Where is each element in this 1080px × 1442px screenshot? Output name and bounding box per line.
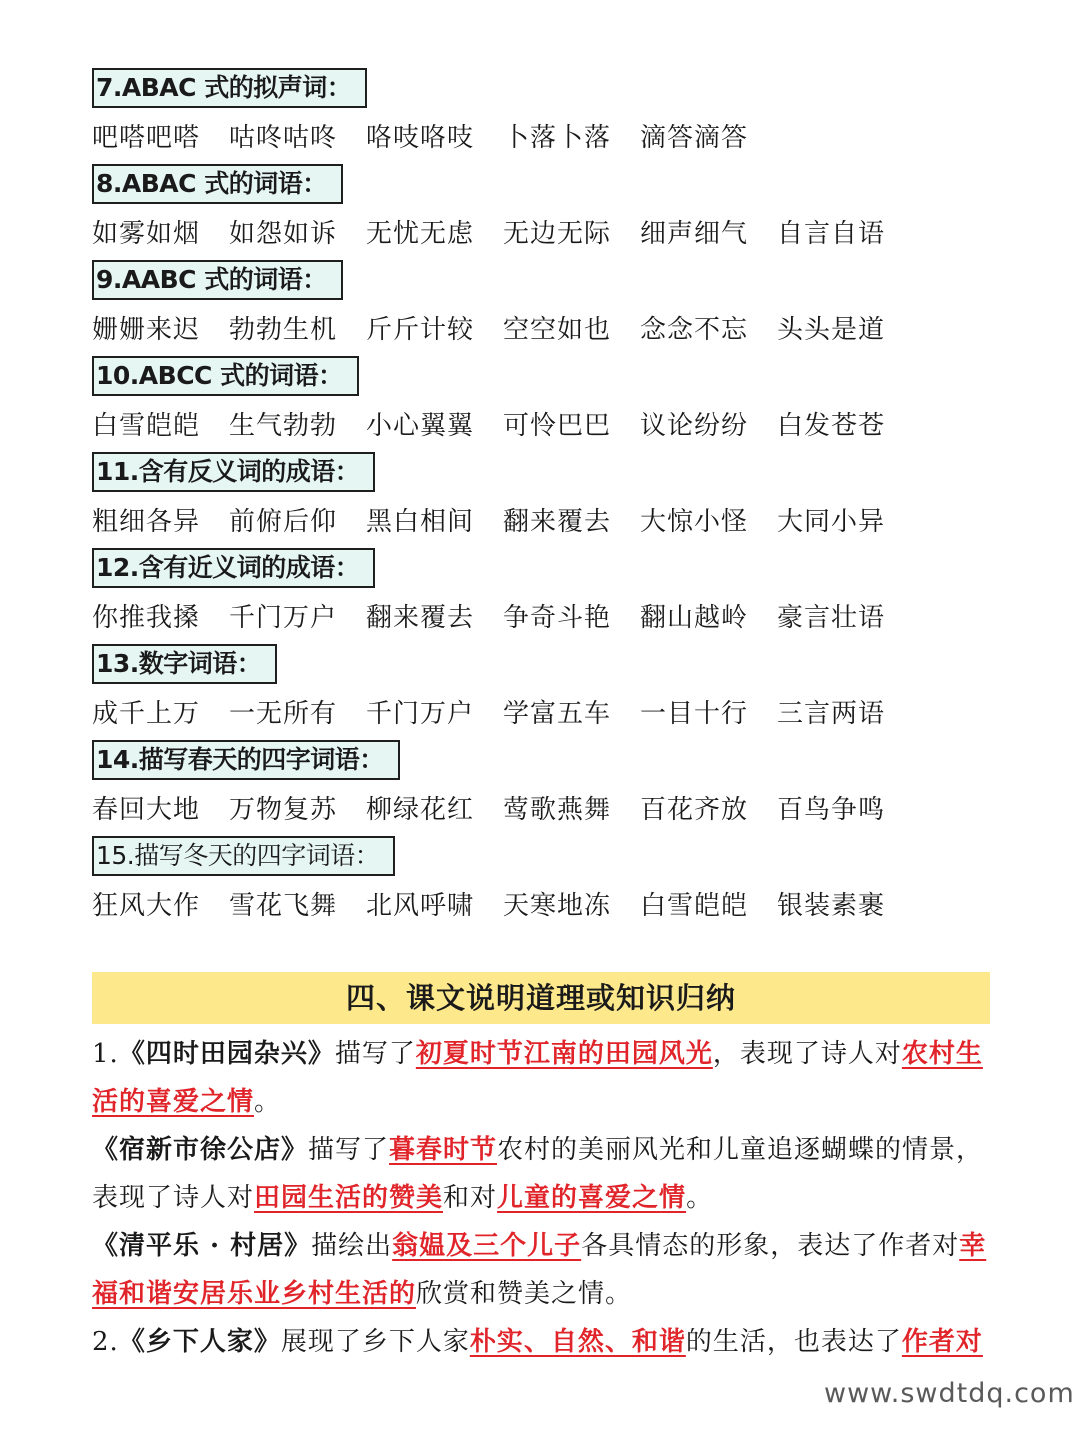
- word: 姗姗来迟: [92, 315, 201, 345]
- word: 黑白相间: [366, 507, 475, 537]
- word: 豪言壮语: [777, 603, 886, 633]
- highlight-text: 田园生活的赞美: [254, 1183, 444, 1213]
- word: 翻山越岭: [640, 603, 749, 633]
- para-text: 展现了乡下人家: [280, 1327, 470, 1357]
- word-row: [92, 406, 914, 446]
- section-11: [92, 452, 992, 548]
- word-row: [92, 118, 777, 158]
- word: 卜落卜落: [503, 123, 612, 153]
- word: 如雾如烟: [92, 219, 201, 249]
- word: 北风呼啸: [366, 891, 475, 921]
- word: 粗细各异: [92, 507, 201, 537]
- word-row: [92, 790, 914, 830]
- word: 念念不忘: [640, 315, 749, 345]
- paragraph-4: [92, 1318, 992, 1366]
- para-text: 欣赏和赞美之情。: [416, 1279, 633, 1309]
- word: 春回大地: [92, 795, 201, 825]
- highlight-text: 作者对: [901, 1327, 983, 1357]
- section-13: [92, 644, 992, 740]
- word: 狂风大作: [92, 891, 201, 921]
- word: 细声细气: [640, 219, 749, 249]
- word: 白发苍苍: [777, 411, 886, 441]
- word: 吧嗒吧嗒: [92, 123, 201, 153]
- word: 小心翼翼: [366, 411, 475, 441]
- para-text: ，表现了诗人对: [712, 1039, 902, 1069]
- para-text: 描绘出: [311, 1231, 393, 1261]
- word-row: [92, 886, 914, 926]
- word: 莺歌燕舞: [503, 795, 612, 825]
- word: 空空如也: [503, 315, 612, 345]
- summary-paragraphs: [92, 1030, 992, 1366]
- word: 勃勃生机: [229, 315, 338, 345]
- para-text: 描写了: [308, 1135, 390, 1165]
- para-text: 描写了: [334, 1039, 416, 1069]
- word: 无边无际: [503, 219, 612, 249]
- word: 滴答滴答: [640, 123, 749, 153]
- poem-title: 《四时田园杂兴》: [118, 1039, 335, 1069]
- poem-title: 《宿新市徐公店》: [92, 1135, 309, 1165]
- highlight-text: 朴实、自然、和谐: [469, 1327, 686, 1357]
- section-title: 9.AABC 式的词语：: [92, 260, 343, 300]
- word: 翻来覆去: [503, 507, 612, 537]
- highlight-text: 初夏时节江南的田园风光: [415, 1039, 713, 1069]
- section-12: [92, 548, 992, 644]
- word: 头头是道: [777, 315, 886, 345]
- word-row: [92, 310, 914, 350]
- word: 自言自语: [777, 219, 886, 249]
- word: 百鸟争鸣: [777, 795, 886, 825]
- word: 翻来覆去: [366, 603, 475, 633]
- word: 天寒地冻: [503, 891, 612, 921]
- section-10: [92, 356, 992, 452]
- section-title: 10.ABCC 式的词语：: [92, 356, 359, 396]
- para-text: 。: [254, 1087, 282, 1117]
- word: 议论纷纷: [640, 411, 749, 441]
- section-title: 15.描写冬天的四字词语：: [92, 836, 395, 876]
- highlight-text: 农村生活的喜爱之情: [92, 1039, 983, 1117]
- word: 学富五车: [503, 699, 612, 729]
- word-row: [92, 214, 914, 254]
- word: 雪花飞舞: [229, 891, 338, 921]
- poem-title: 《清平乐 · 村居》: [92, 1231, 312, 1261]
- word: 一无所有: [229, 699, 338, 729]
- poem-title: 《乡下人家》: [118, 1327, 281, 1357]
- para-prefix: 1.: [92, 1039, 119, 1069]
- word-row: [92, 502, 914, 542]
- highlight-text: 儿童的喜爱之情: [497, 1183, 687, 1213]
- word: 银装素裹: [777, 891, 886, 921]
- word: 斤斤计较: [366, 315, 475, 345]
- word: 一目十行: [640, 699, 749, 729]
- section-title: 11.含有反义词的成语：: [92, 452, 375, 492]
- word: 万物复苏: [229, 795, 338, 825]
- word: 白雪皑皑: [640, 891, 749, 921]
- para-text: 。: [686, 1183, 714, 1213]
- para-text: 各具情态的形象，表达了作者对: [581, 1231, 960, 1261]
- section-8: [92, 164, 992, 260]
- section-15: [92, 836, 992, 932]
- word: 千门万户: [366, 699, 475, 729]
- paragraph-2: [92, 1126, 992, 1222]
- word: 咕咚咕咚: [229, 123, 338, 153]
- watermark-text: www.swdtdq.com: [824, 1378, 1075, 1409]
- word-row: [92, 598, 914, 638]
- word: 生气勃勃: [229, 411, 338, 441]
- word: 三言两语: [777, 699, 886, 729]
- word: 咯吱咯吱: [366, 123, 475, 153]
- word: 柳绿花红: [366, 795, 475, 825]
- para-text: 和对: [443, 1183, 498, 1213]
- highlight-text: 翁媪及三个儿子: [392, 1231, 582, 1261]
- word: 大惊小怪: [640, 507, 749, 537]
- highlight-text: 幸福和谐安居乐业乡村生活的: [92, 1231, 987, 1309]
- word: 争奇斗艳: [503, 603, 612, 633]
- word: 白雪皑皑: [92, 411, 201, 441]
- para-text: 的生活，也表达了: [685, 1327, 902, 1357]
- word: 无忧无虑: [366, 219, 475, 249]
- paragraph-3: [92, 1222, 992, 1318]
- section-9: [92, 260, 992, 356]
- section-banner: [92, 972, 990, 1024]
- banner-title: 四、课文说明道理或知识归纳: [345, 981, 736, 1015]
- section-7: [92, 68, 992, 164]
- word: 可怜巴巴: [503, 411, 612, 441]
- vocabulary-sections: [92, 68, 992, 932]
- section-14: [92, 740, 992, 836]
- highlight-text: 暮春时节: [389, 1135, 498, 1165]
- paragraph-1: [92, 1030, 992, 1126]
- section-title: 12.含有近义词的成语：: [92, 548, 375, 588]
- word: 千门万户: [229, 603, 338, 633]
- word: 百花齐放: [640, 795, 749, 825]
- word: 前俯后仰: [229, 507, 338, 537]
- section-title: 13.数字词语：: [92, 644, 277, 684]
- word: 如怨如诉: [229, 219, 338, 249]
- section-title: 14.描写春天的四字词语：: [92, 740, 400, 780]
- word-row: [92, 694, 914, 734]
- para-text: 农村的美丽风光和儿童追逐蝴蝶的情景，表现了诗人对: [92, 1135, 984, 1213]
- section-title: 7.ABAC 式的拟声词：: [92, 68, 367, 108]
- word: 成千上万: [92, 699, 201, 729]
- word: 你推我搡: [92, 603, 201, 633]
- para-prefix: 2.: [92, 1327, 119, 1357]
- word: 大同小异: [777, 507, 886, 537]
- section-title: 8.ABAC 式的词语：: [92, 164, 343, 204]
